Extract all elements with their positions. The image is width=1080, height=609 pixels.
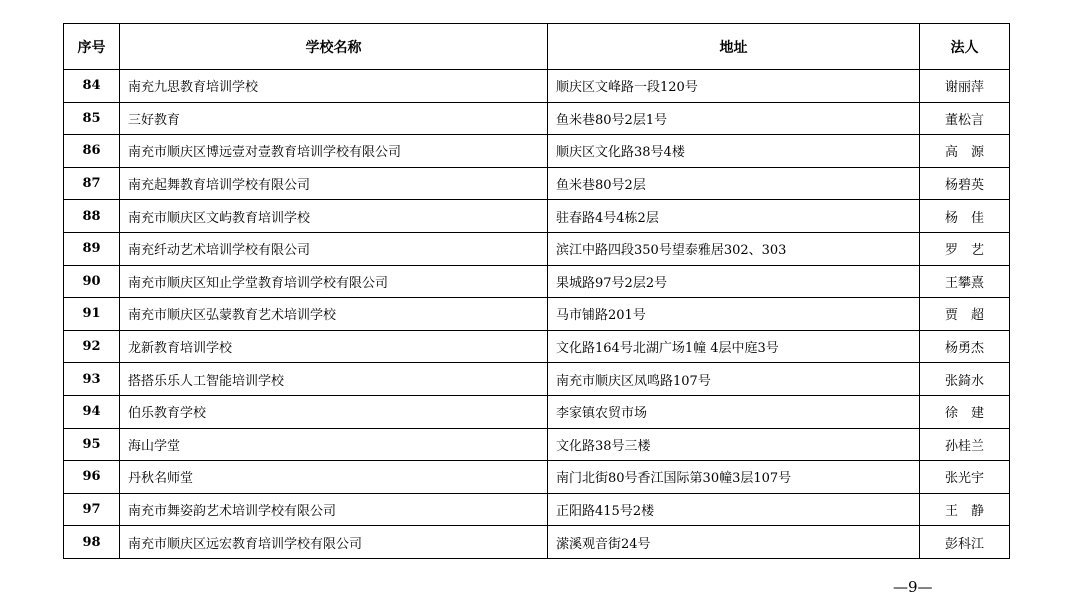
table-header [64,24,1010,70]
row-school-name: 南充市顺庆区文屿教育培训学校 [120,200,548,233]
row-no: 85 [64,102,120,135]
row-address: 南门北街80号香江国际第30幢3层107号 [548,461,920,494]
table-row [64,461,1010,494]
row-no: 94 [64,395,120,428]
table-row [64,526,1010,559]
row-address: 马市铺路201号 [548,298,920,331]
table-row [64,363,1010,396]
row-legal-person: 徐 建 [920,395,1010,428]
row-no: 97 [64,493,120,526]
table-row [64,493,1010,526]
row-address: 李家镇农贸市场 [548,395,920,428]
row-no: 93 [64,363,120,396]
row-no: 90 [64,265,120,298]
header-no: 序号 [64,24,120,70]
row-address: 滨江中路四段350号望泰雅居302、303 [548,232,920,265]
table-row [64,200,1010,233]
row-legal-person: 杨 佳 [920,200,1010,233]
row-legal-person: 张光宇 [920,461,1010,494]
table-row [64,167,1010,200]
table-row [64,330,1010,363]
row-address: 文化路38号三楼 [548,428,920,461]
row-address: 果城路97号2层2号 [548,265,920,298]
table-row [64,70,1010,103]
table-row [64,102,1010,135]
row-school-name: 南充市顺庆区远宏教育培训学校有限公司 [120,526,548,559]
schools-table [63,23,1010,559]
row-legal-person: 王 静 [920,493,1010,526]
row-school-name: 搭搭乐乐人工智能培训学校 [120,363,548,396]
row-school-name: 南充市顺庆区博远壹对壹教育培训学校有限公司 [120,135,548,168]
row-no: 88 [64,200,120,233]
row-legal-person: 谢丽萍 [920,70,1010,103]
row-address: 顺庆区文峰路一段120号 [548,70,920,103]
row-no: 98 [64,526,120,559]
table-row [64,232,1010,265]
header-row [64,24,1010,70]
row-address: 顺庆区文化路38号4楼 [548,135,920,168]
row-legal-person: 杨碧英 [920,167,1010,200]
row-address: 正阳路415号2楼 [548,493,920,526]
row-legal-person: 彭科江 [920,526,1010,559]
row-no: 87 [64,167,120,200]
row-school-name: 三好教育 [120,102,548,135]
row-school-name: 南充市顺庆区弘蒙教育艺术培训学校 [120,298,548,331]
row-school-name: 丹秋名师堂 [120,461,548,494]
row-no: 95 [64,428,120,461]
header-school-name: 学校名称 [120,24,548,70]
row-school-name: 伯乐教育学校 [120,395,548,428]
table-row [64,428,1010,461]
table-row [64,298,1010,331]
page-number: —9— [893,578,933,596]
table-body [64,70,1010,559]
row-legal-person: 王攀熹 [920,265,1010,298]
row-school-name: 南充市舞姿韵艺术培训学校有限公司 [120,493,548,526]
row-no: 91 [64,298,120,331]
row-no: 92 [64,330,120,363]
table-row [64,135,1010,168]
row-address: 鱼米巷80号2层1号 [548,102,920,135]
row-address: 鱼米巷80号2层 [548,167,920,200]
row-school-name: 龙新教育培训学校 [120,330,548,363]
row-address: 文化路164号北湖广场1幢 4层中庭3号 [548,330,920,363]
row-legal-person: 孙桂兰 [920,428,1010,461]
header-address: 地址 [548,24,920,70]
row-legal-person: 贾 超 [920,298,1010,331]
row-address: 驻春路4号4栋2层 [548,200,920,233]
row-legal-person: 罗 艺 [920,232,1010,265]
row-school-name: 南充纤动艺术培训学校有限公司 [120,232,548,265]
row-address: 南充市顺庆区凤鸣路107号 [548,363,920,396]
row-school-name: 南充市顺庆区知止学堂教育培训学校有限公司 [120,265,548,298]
row-legal-person: 高 源 [920,135,1010,168]
header-legal-person: 法人 [920,24,1010,70]
row-legal-person: 董松言 [920,102,1010,135]
row-school-name: 海山学堂 [120,428,548,461]
row-legal-person: 杨勇杰 [920,330,1010,363]
table-row [64,395,1010,428]
table-row [64,265,1010,298]
row-no: 86 [64,135,120,168]
row-legal-person: 张錡水 [920,363,1010,396]
row-school-name: 南充九思教育培训学校 [120,70,548,103]
row-school-name: 南充起舞教育培训学校有限公司 [120,167,548,200]
row-no: 96 [64,461,120,494]
row-no: 84 [64,70,120,103]
row-address: 潆溪观音街24号 [548,526,920,559]
row-no: 89 [64,232,120,265]
